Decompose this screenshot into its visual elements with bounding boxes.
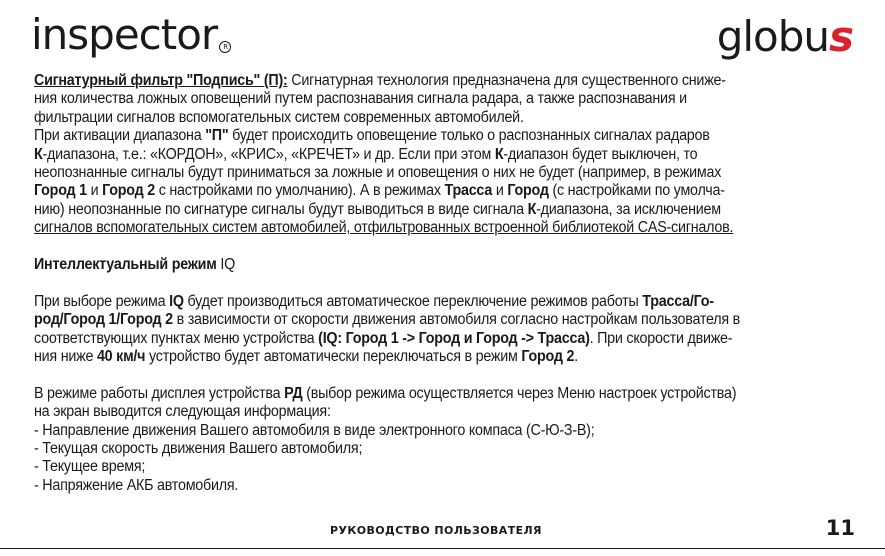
list-item: - Текущее время; (34, 458, 146, 476)
registered-mark-icon: R (219, 41, 231, 53)
section-heading-iq: Интеллектуальный режим IQ (34, 256, 235, 274)
brand-right-text: globu (716, 12, 829, 61)
section-signature-filter: Сигнатурный фильтр "Подпись" (П): Сигнатурная технология предназначена для существенного сниже- ния количества ложных оповещений путем распознавания сигнала радара, а также распознавания и фильтрации сигналов вспомогательных систем современных автомобилей. При активации диапазона "П" будет происходить оповещение только о распознанных сигналах радаров К-диапазона, т.е.: «КОРДОН», «КРИС», «КРЕЧЕТ» и др. Если при этом К-диапазон будет выключен, то неопознанные сигналы будут приниматься за ложные и оповещения о них не будет (например, в режимах Город 1 и Город 2 с настройками по умолчанию). А в режимах Трасса и Город (с настройками по умолча- нию) неопознанные по сигнатуре сигналы будут выводиться в виде сигнала К-диапазона, за исключением сигналов вспомогательных систем автомобилей, отфильтрованных встроенной библиотекой CAS-сигналов. (34, 72, 734, 237)
brand-left-text: inspector (31, 10, 218, 59)
section-title: Сигнатурный фильтр "Подпись" (П): (34, 72, 288, 89)
bottom-rule (0, 548, 885, 549)
section-iq-paragraph: При выборе режима IQ будет производиться автоматическое переключение режимов работы Трасса/Го- род/Город 1/Город 2 в зависимости от скорости движения автомобиля согласно настройкам пользователя в соответствующих пунктах меню устройства (IQ: Город 1 -> Город и Город -> Трасса). При скорости движе- ния ниже 40 км/ч устройство будет автоматически переключаться в режим Город 2. (34, 292, 741, 366)
brand-right-accent: s (829, 12, 853, 61)
inspector-logo (31, 10, 231, 59)
section-display-mode: В режиме работы дисплея устройства РД (выбор режима осуществляется через Меню настроек устройства) на экран выводится следующая информация: - Направление движения Вашего автомобиля в виде электронного компаса (С-Ю-З-В); - Текущая скорость движения Вашего автомобиля; - Текущее время; - Напряжение АКБ автомобиля. (34, 385, 852, 495)
list-item: - Направление движения Вашего автомобиля в виде электронного компаса (С-Ю-З-В); (34, 421, 595, 439)
list-item: - Текущая скорость движения Вашего автомобиля; (34, 440, 363, 458)
globus-logo (716, 12, 853, 61)
page-number: 11 (825, 516, 855, 540)
list-item: - Напряжение АКБ автомобиля. (34, 476, 239, 494)
footer-label: РУКОВОДСТВО ПОЛЬЗОВАТЕЛЯ (330, 524, 542, 537)
page-content (34, 72, 852, 495)
